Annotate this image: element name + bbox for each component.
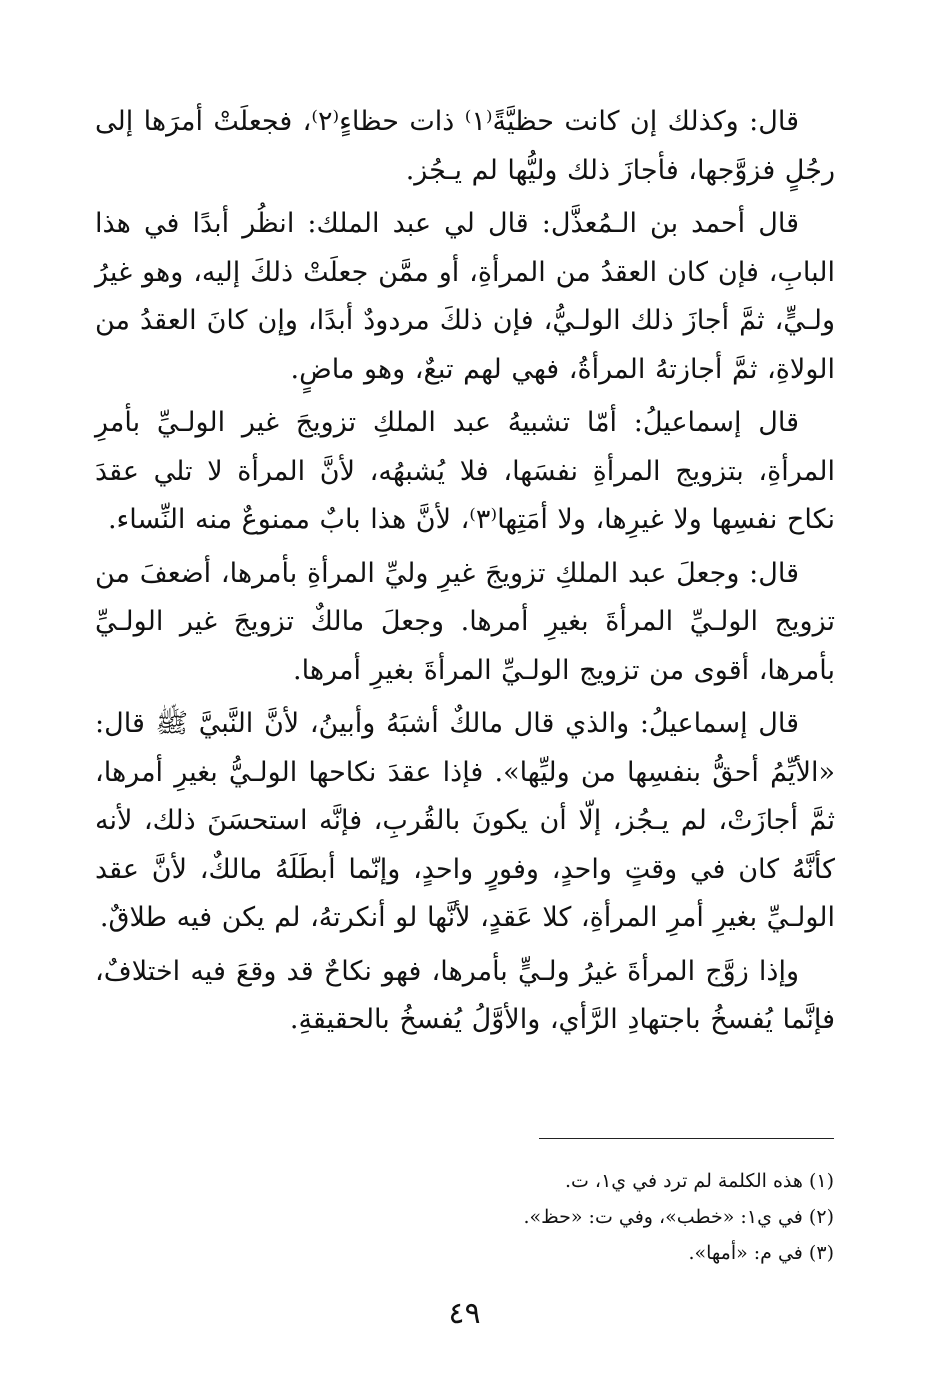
paragraph-1: قال: وكذلك إن كانت حظيَّةً⁽١⁾ ذات حظاءٍ⁽٢⁾، فجعلَتْ أمرَها إلى رجُلٍ فزوَّجها، فأجازَ ذلك وليُّها لم يـجُز. [95, 106, 835, 186]
paragraph-4: قال: وجعلَ عبد الملكِ تزويجَ غيرِ وليِّ المرأةِ بأمرها، أضعفَ من تزويج الولـيِّ المرأةَ بغيرِ أمرها. وجعلَ مالكٌ تزويجَ غير الولـيِّ بأمرها، أقوى من تزويج الولـيِّ المرأةَ بغيرِ أمرها. [95, 557, 835, 686]
footnote-3: (٣) في م: «أمها». [688, 1242, 834, 1264]
paragraph-2: قال أحمد بن الـمُعذَّل: قال لي عبد الملك: انظُر أبدًا في هذا البابِ، فإن كان العقدُ من المرأةِ، أو ممَّن جعلَتْ ذلكَ إليه، وهو غيرُ ولـيٍّ، ثمَّ أجازَ ذلك الولـيُّ، فإن ذلكَ مردودٌ أبدًا، وإن كانَ العقدُ من الولاةِ، ثمَّ أجازتهُ المرأةُ، فهي لهم تبعٌ، وهو ماضٍ. [95, 208, 835, 385]
page-number: ٤٩ [448, 1296, 481, 1331]
footnote-1: (١) هذه الكلمة لم ترد في ي١، ت. [564, 1170, 834, 1192]
footnotes [94, 1163, 834, 1271]
paragraph-6: وإذا زوَّج المرأةَ غيرُ ولـيٍّ بأمرها، فهو نكاحٌ قد وقعَ فيه اختلافٌ، فإنَّما يُفسخُ باجتهادِ الرَّأي، والأوَّلُ يُفسخُ بالحقيقةِ. [95, 955, 835, 1035]
paragraph-5: قال إسماعيلُ: والذي قال مالكٌ أشبَهُ وأبينُ، لأنَّ النَّبيَّ ﷺ قال: «الأيِّمُ أحقُّ بنفسِها من وليِّها». فإذا عقدَ نكاحها الولـيُّ بغيرِ أمرها، ثمَّ أجازَتْ، لم يـجُز، إلّا أن يكونَ بالقُربِ، فإنَّه استحسَنَ ذلك، لأنه كأنَّهُ كان في وقتٍ واحدٍ، وفورٍ واحدٍ، وإنّما أبطَلَهُ مالكٌ، لأنَّ عقد الولـيِّ بغيرِ أمرِ المرأةِ، كلا عَقدٍ، لأنَّها لو أنكرتهُ، لم يكن فيه طلاقٌ. [95, 708, 835, 933]
footnote-2: (٢) في ي١: «خطب»، وفي ت: «حظ». [523, 1206, 834, 1228]
paragraph-3: قال إسماعيلُ: أمّا تشبيهُ عبد الملكِ تزويجَ غير الولـيِّ بأمرِ المرأةِ، بتزويج المرأةِ نفسَها، فلا يُشبهُه، لأنَّ المرأة لا تلي عقدَ نكاح نفسِها ولا غيرِها، ولا أمَتِها⁽٣⁾، لأنَّ هذا بابٌ ممنوعٌ منه النِّساء. [95, 407, 835, 535]
main-text [95, 98, 835, 1050]
footnote-divider [539, 1138, 834, 1139]
